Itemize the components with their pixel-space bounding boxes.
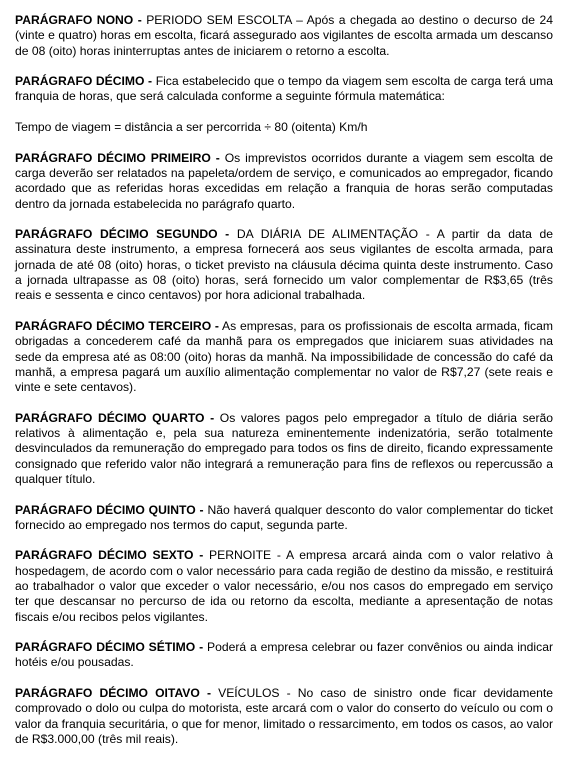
paragraph-decimo-setimo [15, 640, 553, 671]
paragraph-heading: PARÁGRAFO DÉCIMO TERCEIRO - [15, 318, 219, 333]
paragraph-decimo-oitavo [15, 686, 553, 747]
paragraph-heading: PARÁGRAFO DÉCIMO QUINTO - [15, 502, 204, 517]
paragraph-heading: PARÁGRAFO DÉCIMO SEXTO - [15, 548, 204, 563]
paragraph-text: Os imprevistos ocorridos durante a viagem sem escolta de carga deverão ser relatados na papeleta/ordem de serviço, e comunicados ao empregador, ficando acordado que as referidas horas excedidas em relação a franquia de horas serão computadas dentro da jornada estabelecida no parágrafo quarto. [15, 150, 553, 211]
paragraph-heading: PARÁGRAFO NONO - [15, 13, 142, 27]
paragraph-text: As empresas, para os profissionais de escolta armada, ficam obrigadas a concederem café da manhã para os empregados que iniciarem suas atividades na sede da empresa até as 08:00 (oito) horas da manhã. Na impossibilidade de concessão do café da manhã, a empresa pagará um auxílio alimentação complementar no valor de R$7,27 (sete reais e vinte e sete centavos). [15, 318, 553, 395]
paragraph-text: Os valores pagos pelo empregador a título de diária serão relativos à alimentação e, pela sua natureza eminentemente indenizatória, serão totalmente desvinculados da remuneração do empregado para todos os fins de direito, ficando expressamente consignado que referido valor não integrará a remuneração para fins de reflexos ou repercussão a qualquer título. [15, 410, 553, 486]
paragraph-text: VEÍCULOS - No caso de sinistro onde ficar devidamente comprovado o dolo ou culpa do motorista, este arcará com o valor do conserto do veículo ou com o valor da franquia securitária, o que for menor, limitado o ressarcimento, em todos os casos, ao valor de R$3.000,00 (três mil reais). [15, 686, 553, 746]
paragraph-text: Não haverá qualquer desconto do valor complementar do ticket fornecido ao empregado nos termos do caput, segunda parte. [15, 502, 553, 532]
paragraph-nono [15, 13, 553, 59]
paragraph-heading: PARÁGRAFO DÉCIMO SÉTIMO - [15, 640, 204, 655]
paragraph-text: DA DIÁRIA DE ALIMENTAÇÃO - A partir da data de assinatura deste instrumento, a empresa fornecerá aos seus vigilantes de escolta armada, para jornada de até 08 (oito) horas, o ticket previsto na cláusula décima quinta deste instrumento. Caso a jornada ultrapasse as 08 (oito) horas, será fornecido um valor complementar de R$3,65 (três reais e sessenta e cinco centavos) por hora adicional trabalhada. [15, 227, 553, 303]
paragraph-heading: PARÁGRAFO DÉCIMO OITAVO - [15, 686, 211, 701]
paragraph-decimo-primeiro [15, 151, 553, 212]
paragraph-decimo-segundo [15, 227, 553, 303]
paragraph-decimo-sexto [15, 548, 553, 624]
paragraph-heading: PARÁGRAFO DÉCIMO QUARTO - [15, 410, 215, 425]
paragraph-heading: PARÁGRAFO DÉCIMO - [15, 74, 153, 89]
paragraph-heading: PARÁGRAFO DÉCIMO SEGUNDO - [15, 227, 230, 242]
paragraph-decimo-quarto [15, 411, 553, 487]
travel-time-formula: Tempo de viagem = distância a ser percorrida ÷ 80 (oitenta) Km/h [15, 120, 368, 135]
paragraph-decimo [15, 74, 553, 105]
paragraph-decimo-quinto [15, 503, 553, 534]
paragraph-text: PERIODO SEM ESCOLTA – Após a chegada ao destino o decurso de 24 (vinte e quatro) horas em escolta, ficará assegurado aos vigilantes de escolta armada um descanso de 08 (oito) horas ininterruptas antes de iniciarem o retorno a escolta. [15, 13, 553, 58]
paragraph-heading: PARÁGRAFO DÉCIMO PRIMEIRO - [15, 150, 220, 165]
document-page [15, 13, 553, 763]
paragraph-text: Poderá a empresa celebrar ou fazer convênios ou ainda indicar hotéis e/ou pousadas. [15, 640, 553, 670]
paragraph-text: Fica estabelecido que o tempo da viagem sem escolta de carga terá uma franquia de horas, que será calculada conforme a seguinte fórmula matemática: [15, 74, 553, 104]
paragraph-text: PERNOITE - A empresa arcará ainda com o valor relativo à hospedagem, de acordo com o valor necessário para cada região de destino da missão, e restituirá ao trabalhador o valor que exceder o valor necessário, e/ou nos casos do empregado em serviço ter que descansar no percurso de ida ou retorno da escolta, mediante a apresentação de notas fiscais e/ou recibos pelos vigilantes. [15, 548, 553, 624]
paragraph-decimo-terceiro [15, 319, 553, 395]
